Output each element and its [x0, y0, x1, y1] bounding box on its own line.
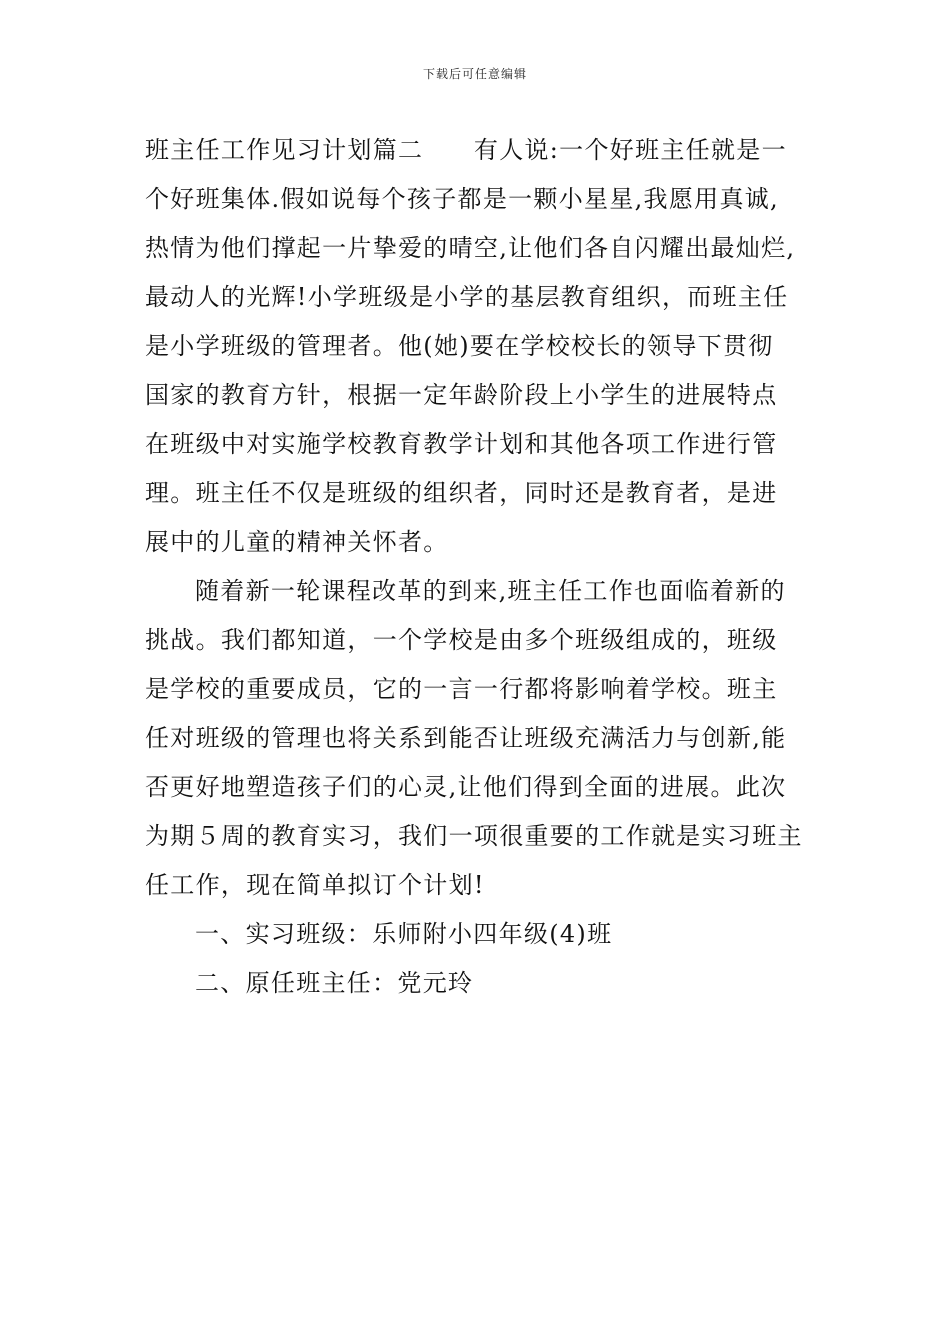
text-line: 班主任工作见习计划篇二 有人说:一个好班主任就是一: [145, 136, 787, 164]
text-line: 任工作，现在简单拟订个计划!: [145, 871, 485, 899]
text-line: 在班级中对实施学校教育教学计划和其他各项工作进行管: [145, 430, 778, 458]
text-line: 最动人的光辉!小学班级是小学的基层教育组织，而班主任: [145, 283, 789, 311]
text-line: 热情为他们撑起一片挚爱的晴空,让他们各自闪耀出最灿烂,: [145, 234, 796, 262]
text-line: 理。班主任不仅是班级的组织者，同时还是教育者，是进: [145, 479, 778, 507]
text-line: 是小学班级的管理者。他(她)要在学校校长的领导下贯彻: [145, 332, 774, 360]
text-line: 随着新一轮课程改革的到来,班主任工作也面临着新的: [195, 577, 786, 605]
page-header: 下载后可任意编辑: [422, 67, 527, 81]
text-line: 任对班级的管理也将关系到能否让班级充满活力与创新,能: [145, 724, 787, 752]
document-body: [145, 126, 815, 1008]
text-line: 展中的儿童的精神关怀者。: [145, 528, 449, 556]
text-line: 个好班集体.假如说每个孩子都是一颗小星星,我愿用真诚,: [145, 185, 779, 213]
text-line: 为期５周的教育实习，我们一项很重要的工作就是实习班主: [145, 822, 803, 850]
text-line: 否更好地塑造孩子们的心灵,让他们得到全面的进展。此次: [145, 773, 787, 801]
text-line: 国家的教育方针，根据一定年龄阶段上小学生的进展特点: [145, 381, 778, 409]
section-heading: 二、原任班主任：党元玲: [195, 969, 474, 997]
text-line: 挑战。我们都知道，一个学校是由多个班级组成的，班级: [145, 626, 778, 654]
section-heading: 一、实习班级：乐师附小四年级(4)班: [195, 920, 613, 948]
text-line: 是学校的重要成员，它的一言一行都将影响着学校。班主: [145, 675, 778, 703]
